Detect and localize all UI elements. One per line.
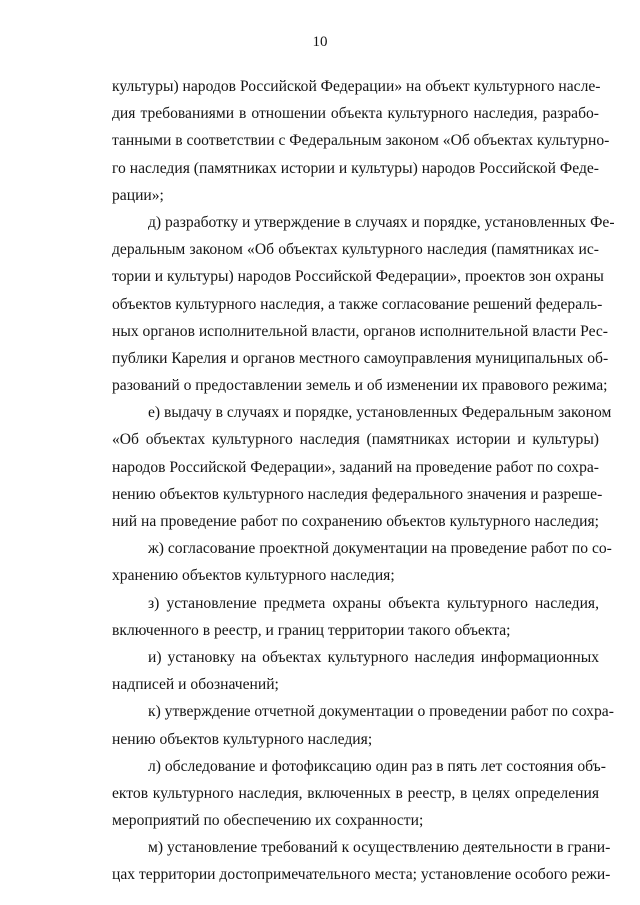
text-line: ж) согласование проектной документации на проведение работ по со-	[148, 540, 612, 558]
paragraph	[112, 399, 612, 535]
paragraph	[112, 698, 614, 752]
paragraph	[112, 590, 599, 644]
text-line: надписей и обозначений;	[112, 676, 279, 694]
text-line: разований о предоставлении земель и об изменении их правового режима;	[112, 377, 608, 395]
text-line: народов Российской Федерации», заданий на проведение работ по сохра-	[112, 458, 599, 476]
paragraph	[112, 753, 606, 835]
text-line: тории и культуры) народов Российской Федерации», проектов зон охраны	[112, 268, 604, 286]
text-line: и) установку на объектах культурного наследия информационных	[148, 648, 599, 666]
text-line: м) установление требований к осуществлению деятельности в грани-	[148, 839, 611, 857]
document-body	[112, 73, 615, 889]
text-line: мероприятий по обеспечению их сохранности;	[112, 812, 424, 830]
paragraph	[112, 209, 615, 399]
text-line: рации»;	[112, 186, 164, 204]
text-line: хранению объектов культурного наследия;	[112, 567, 395, 585]
text-line: ний на проведение работ по сохранению объектов культурного наследия;	[112, 513, 599, 530]
paragraph	[112, 644, 599, 698]
text-line: дия требованиями в отношении объекта культурного наследия, разрабо-	[112, 105, 599, 123]
paragraph	[112, 834, 611, 888]
paragraph	[112, 73, 610, 209]
text-line: объектов культурного наследия, а также согласование решений федераль-	[112, 295, 603, 313]
text-line: д) разработку и утверждение в случаях и порядке, установленных Фе-	[148, 213, 615, 231]
text-line: л) обследование и фотофиксацию один раз в пять лет состояния объ-	[148, 757, 606, 775]
text-line: е) выдачу в случаях и порядке, установленных Федеральным законом	[148, 404, 612, 422]
text-line: нению объектов культурного наследия;	[112, 730, 373, 748]
paragraph	[112, 535, 612, 589]
text-line: «Об объектах культурного наследия (памятниках истории и культуры)	[112, 431, 599, 449]
text-line: ных органов исполнительной власти, органов исполнительной власти Рес-	[112, 322, 608, 340]
page-number: 10	[312, 34, 328, 50]
text-line: к) утверждение отчетной документации о проведении работ по сохра-	[148, 703, 614, 721]
text-line: нению объектов культурного наследия федерального значения и разреше-	[112, 485, 603, 503]
text-line: деральным законом «Об объектах культурного наследия (памятниках ис-	[112, 241, 599, 259]
text-line: культуры) народов Российской Федерации» на объект культурного насле-	[112, 78, 601, 95]
text-line: цах территории достопримечательного места; установление особого режи-	[112, 866, 611, 884]
text-line: танными в соответствии с Федеральным законом «Об объектах культурно-	[112, 132, 610, 150]
text-line: ектов культурного наследия, включенных в реестр, в целях определения	[112, 784, 599, 802]
text-line: го наследия (памятниках истории и культуры) народов Российской Феде-	[112, 159, 599, 177]
text-line: з) установление предмета охраны объекта культурного наследия,	[148, 594, 599, 612]
text-line: включенного в реестр, и границ территории такого объекта;	[112, 621, 511, 639]
text-line: публики Карелия и органов местного самоуправления муниципальных об-	[112, 349, 609, 367]
